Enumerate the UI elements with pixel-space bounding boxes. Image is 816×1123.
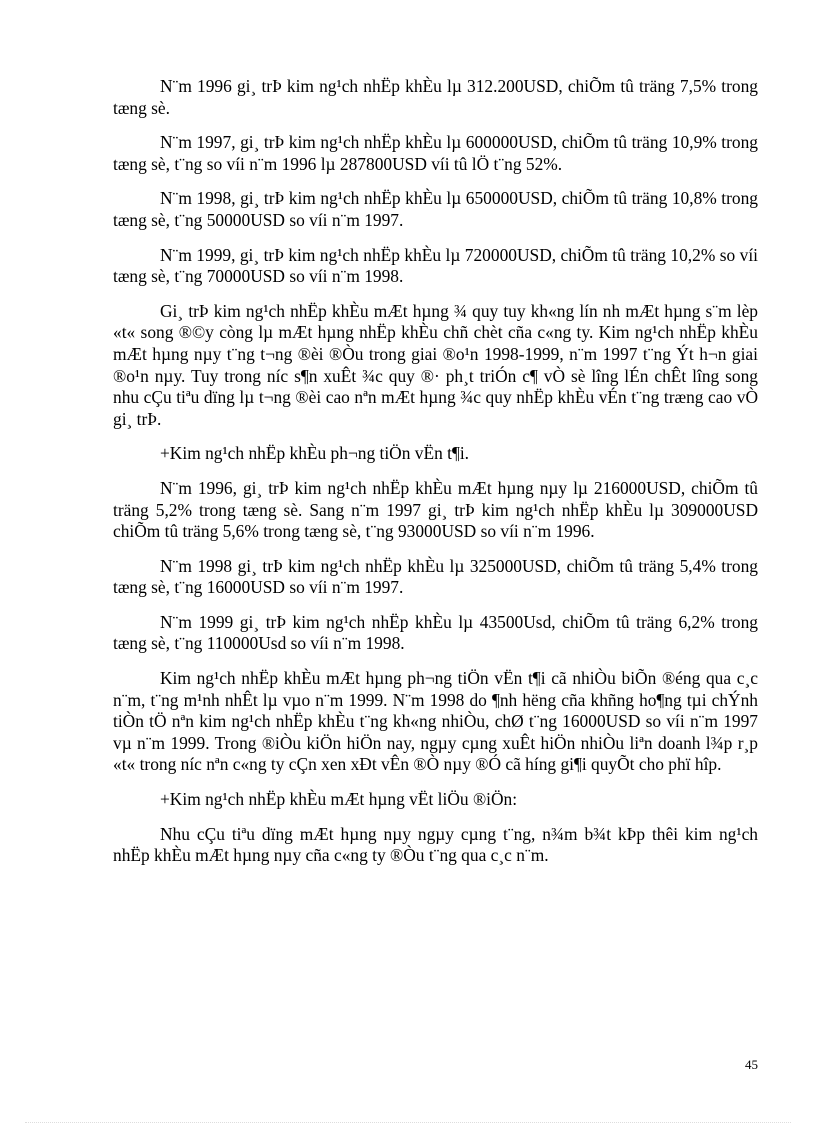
paragraph-import-1999: N¨m 1999, gi¸ trÞ kim ng¹ch nhËp khÈu lµ 720000USD, chiÕm tû träng 10,2% so víi tæng sè, t¨ng 70000USD so víi n¨m 1998. [113,244,758,287]
document-body [113,76,758,880]
paragraph-vehicles-1996-1997: N¨m 1996, gi¸ trÞ kim ng¹ch nhËp khÈu mÆt hµng nµy lµ 216000USD, chiÕm tû träng 5,2% trong tæng sè. Sang n¨m 1997 gi¸ trÞ kim ng¹ch nhËp khÈu lµ 309000USD chiÕm tû träng 5,6% trong tæng sè, t¨ng 93000USD so víi n¨m 1996. [113,477,758,542]
paragraph-electrical-materials: Nhu cÇu tiªu dïng mÆt hµng nµy ngµy cµng t¨ng, n¾m b¾t kÞp thêi kim ng¹ch nhËp khÈu mÆt hµng nµy cña c«ng ty ®Òu t¨ng qua c¸c n¨m. [113,823,758,866]
section-heading-electrical-materials: +Kim ng¹ch nhËp khÈu mÆt hµng vËt liÖu ®iÖn: [160,789,518,810]
paragraph-import-1997: N¨m 1997, gi¸ trÞ kim ng¹ch nhËp khÈu lµ 600000USD, chiÕm tû träng 10,9% trong tæng sè, t¨ng so víi n¨m 1996 lµ 287800USD víi tû lÖ t¨ng 52%. [113,132,758,174]
paragraph-vehicles-analysis: Kim ng¹ch nhËp khÈu mÆt hµng ph¬ng tiÖn vËn t¶i cã nhiÒu biÕn ®éng qua c¸c n¨m, t¨ng m¹nh nhÊt lµ vµo n¨m 1999. N¨m 1998 do ¶nh hëng cña khñng ho¶ng tµi chÝnh tiÒn tÖ nªn kim ng¹ch nhËp khÈu t¨ng kh«ng nhiÒu, chØ t¨ng 16000USD so víi n¨m 1997 vµ n¨m 1999. Trong ®iÒu kiÖn hiÖn nay, ngµy cµng xuÊt hiÖn nhiÒu liªn doanh l¾p r¸p «t« trong níc nªn c«ng ty cÇn xen xÐt vÊn ®Ò nµy ®Ó cã híng gi¶i quyÕt cho phï hîp. [113,668,758,775]
page-number: 45 [745,1057,758,1072]
paragraph-import-1996: N¨m 1996 gi¸ trÞ kim ng¹ch nhËp khÈu lµ 312.200USD, chiÕm tû träng 7,5% trong tæng sè. [113,76,758,118]
paragraph-vehicles-1999: N¨m 1999 gi¸ trÞ kim ng¹ch nhËp khÈu lµ 43500Usd, chiÕm tû träng 6,2% trong tæng sè, t¨ng 110000Usd so víi n¨m 1998. [113,611,758,654]
paragraph-vehicles-1998: N¨m 1998 gi¸ trÞ kim ng¹ch nhËp khÈu lµ 325000USD, chiÕm tû träng 5,4% trong tæng sè, t¨ng 16000USD so víi n¨m 1997. [113,555,758,598]
section-heading-vehicles: +Kim ng¹ch nhËp khÈu ph¬ng tiÖn vËn t¶i. [160,443,470,464]
paragraph-battery-analysis: Gi¸ trÞ kim ng¹ch nhËp khÈu mÆt hµng ¾ quy tuy kh«ng lín nh mÆt hµng s¨m lèp «t« song ®©y còng lµ mÆt hµng nhËp khÈu chñ chèt cña c«ng ty. Kim ng¹ch nhËp khÈu mÆt hµng nµy t¨ng t¬ng ®èi ®Òu trong giai ®o¹n 1998-1999, n¨m 1997 t¨ng Ýt h¬n giai ®o¹n nµy. Tuy trong níc s¶n xuÊt ¾c quy ®· ph¸t triÓn c¶ vÒ sè lîng lÉn chÊt lîng song nhu cÇu tiªu dïng lµ t¬ng ®èi cao nªn mÆt hµng ¾c quy nhËp khÈu vÉn t¨ng træng cao vÒ gi¸ trÞ. [113,300,758,429]
paragraph-import-1998: N¨m 1998, gi¸ trÞ kim ng¹ch nhËp khÈu lµ 650000USD, chiÕm tû träng 10,8% trong tæng sè, t¨ng 50000USD so víi n¨m 1997. [113,188,758,230]
